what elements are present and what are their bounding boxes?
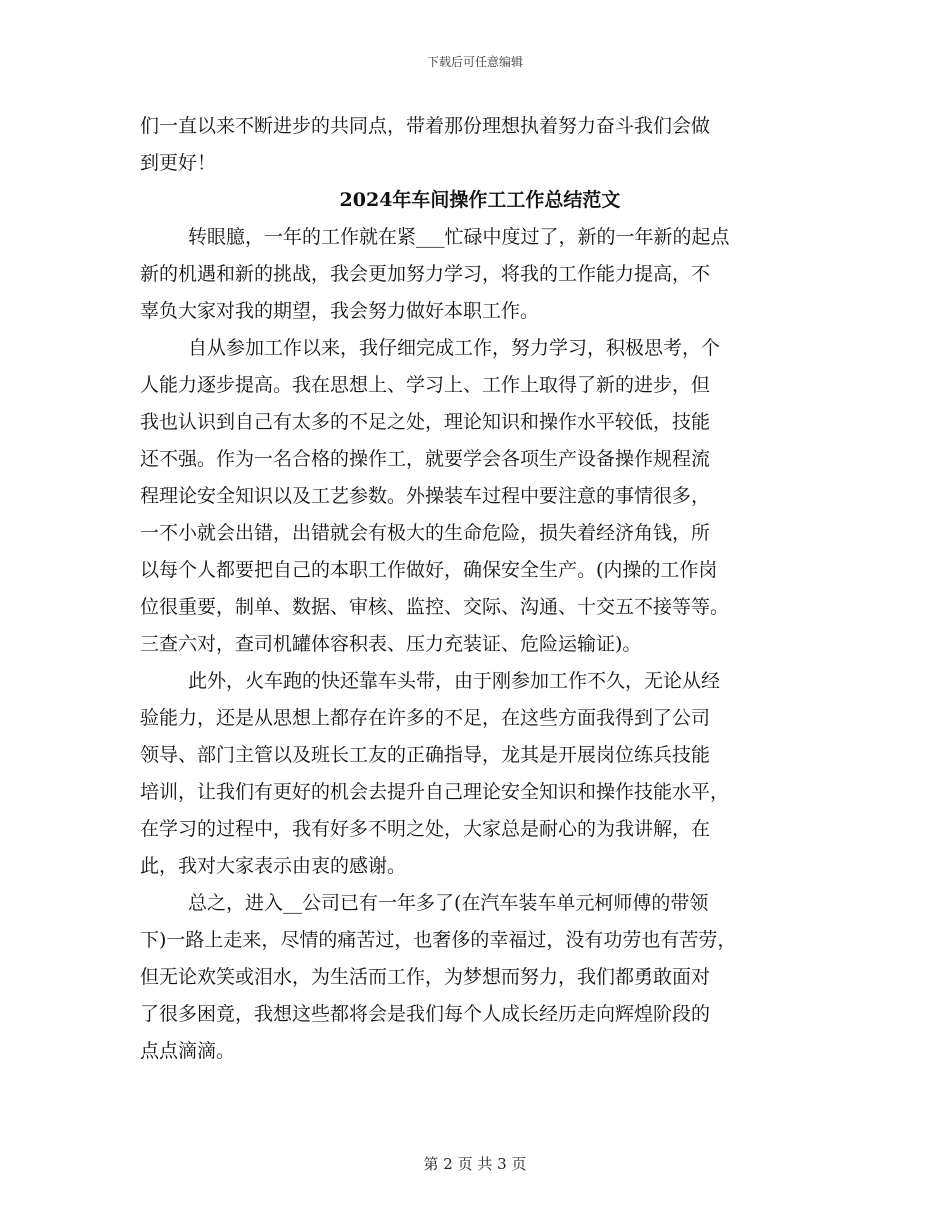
paragraph-line: 下)一路上走来，尽情的痛苦过，也奢侈的幸福过，没有功劳也有苦劳， (140, 929, 737, 951)
intro-line: 到更好！ (140, 152, 217, 174)
paragraph-line: 此，我对大家表示由衷的感谢。 (140, 855, 407, 877)
paragraph-line: 此外，火车跑的快还靠车头带，由于刚参加工作不久，无论从经 (188, 670, 721, 692)
paragraph-line: 了很多困竟，我想这些都将会是我们每个人成长经历走向辉煌阶段的 (140, 1003, 711, 1025)
paragraph-line: 总之，进入__公司已有一年多了(在汽车装车单元柯师傅的带领 (188, 892, 709, 914)
paragraph-line: 转眼臆，一年的工作就在紧___忙碌中度过了，新的一年新的起点 (188, 226, 730, 248)
paragraph-line: 我也认识到自己有太多的不足之处，理论知识和操作水平较低，技能 (140, 411, 711, 433)
paragraph-line: 位很重要，制单、数据、审核、监控、交际、沟通、十交五不接等等。 (140, 596, 730, 618)
paragraph-line: 人能力逐步提高。我在思想上、学习上、工作上取得了新的进步，但 (140, 374, 711, 396)
paragraph-line: 在学习的过程中，我有好多不明之处，大家总是耐心的为我讲解，在 (140, 818, 711, 840)
page-number-footer: 第 2 页 共 3 页 (423, 1155, 527, 1173)
paragraph-line: 自从参加工作以来，我仔细完成工作，努力学习，积极思考，个 (188, 337, 721, 359)
paragraph-line: 但无论欢笑或泪水，为生活而工作，为梦想而努力，我们都勇敢面对 (140, 966, 711, 988)
paragraph-line: 一不小就会出错，出错就会有极大的生命危险，损失着经济角钱，所 (140, 522, 711, 544)
paragraph-line: 领导、部门主管以及班长工友的正确指导，龙其是开展岗位练兵技能 (140, 744, 711, 766)
paragraph-line: 三查六对，查司机罐体容积表、压力充装证、危险运输证)。 (140, 633, 642, 655)
paragraph-line: 以每个人都要把自己的本职工作做好，确保安全生产。(内操的工作岗 (140, 559, 718, 581)
paragraph-line: 新的机遇和新的挑战，我会更加努力学习，将我的工作能力提高，不 (140, 263, 711, 285)
paragraph-line: 辜负大家对我的期望，我会努力做好本职工作。 (140, 300, 540, 322)
intro-line: 们一直以来不断进步的共同点，带着那份理想执着努力奋斗我们会做 (140, 115, 711, 137)
paragraph-line: 培训，让我们有更好的机会去提升自己理论安全知识和操作技能水平， (140, 781, 730, 803)
header-note: 下载后可任意编辑 (426, 55, 523, 69)
paragraph-line: 验能力，还是从思想上都存在许多的不足，在这些方面我得到了公司 (140, 707, 711, 729)
paragraph-line: 程理论安全知识以及工艺参数。外操装车过程中要注意的事情很多， (140, 485, 711, 507)
paragraph-line: 还不强。作为一名合格的操作工，就要学会各项生产设备操作规程流 (140, 448, 711, 470)
document-title: 2024年车间操作工工作总结范文 (339, 189, 621, 211)
paragraph-line: 点点滴滴。 (140, 1040, 236, 1062)
